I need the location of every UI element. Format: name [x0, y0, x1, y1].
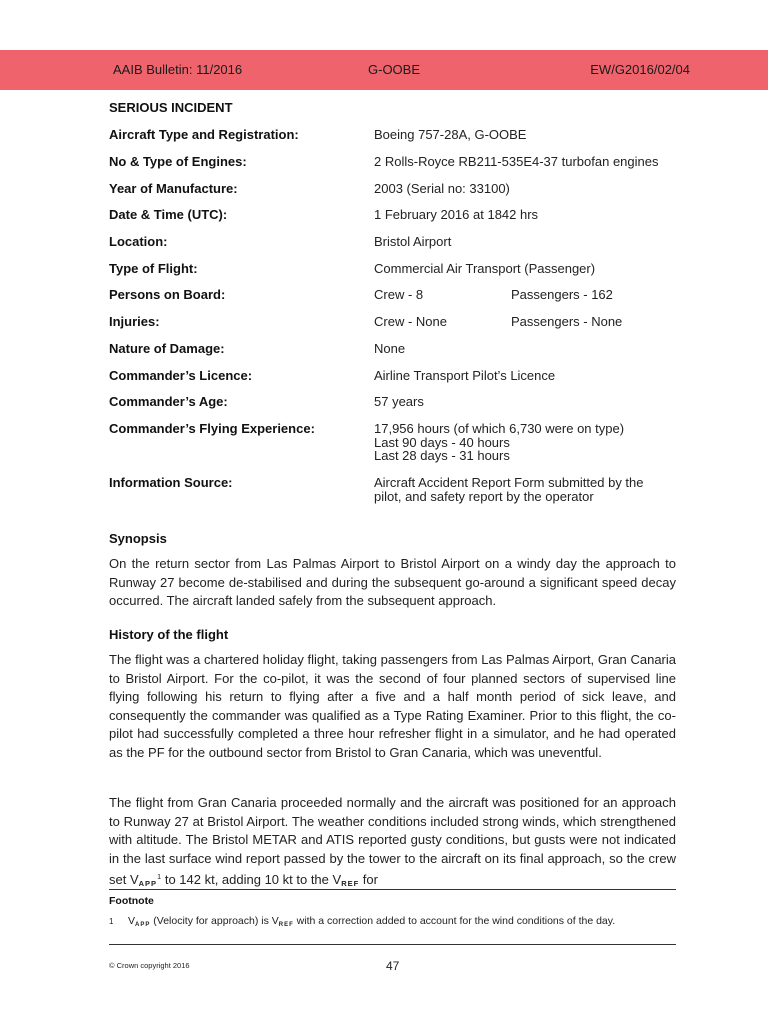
vapp-subscript: APP: [138, 879, 158, 889]
fact-value-crew: Crew - 8: [374, 287, 424, 302]
fact-value-passengers: Passengers - 162: [511, 287, 613, 302]
paragraph-text: The flight from Gran Canaria proceeded normally and the aircraft was positioned for an approach to Runway 27 at Bristol Airport. The weather conditions included strong winds, which strengthened with altitude. The Bristol METAR and ATIS reported gusty conditions, but gusts were not indicated in the last surface wind report passed by the tower to the aircraft on its final approach, so the crew set V: [109, 795, 676, 888]
fact-label: Information Source:: [109, 475, 233, 490]
fact-value: Bristol Airport: [374, 234, 452, 249]
fact-value-line: Last 28 days - 31 hours: [374, 448, 510, 463]
fact-value-crew: Crew - None: [374, 314, 447, 329]
synopsis-paragraph: On the return sector from Las Palmas Airport to Bristol Airport on a windy day the approach to Runway 27 become de-stabilised and during the subsequent go-around a significant speed decay occurred. The aircraft landed safely from the subsequent approach.: [109, 556, 676, 609]
fact-value: [374, 476, 679, 503]
footnote-number: 1: [109, 917, 114, 926]
fact-value-line: 17,956 hours (of which 6,730 were on type): [374, 421, 625, 436]
fact-label: Nature of Damage:: [109, 341, 225, 356]
fact-label: Injuries:: [109, 314, 160, 329]
fact-value-line: Aircraft Accident Report Form submitted by the: [374, 475, 644, 490]
fact-value: 1 February 2016 at 1842 hrs: [374, 207, 539, 222]
fact-label: Commander’s Licence:: [109, 368, 253, 383]
fact-value-passengers: Passengers - None: [511, 314, 623, 329]
fact-value: Commercial Air Transport (Passenger): [374, 261, 596, 276]
fact-label: No & Type of Engines:: [109, 154, 247, 169]
bulletin-number: AAIB Bulletin: 11/2016: [113, 62, 243, 77]
footnote-part: V: [128, 915, 136, 927]
incident-title: SERIOUS INCIDENT: [109, 100, 233, 115]
vapp-subscript: APP: [135, 922, 151, 928]
fact-value-line: pilot, and safety report by the operator: [374, 488, 594, 504]
page-number: 47: [386, 959, 400, 973]
fact-value-line: Last 90 days - 40 hours: [374, 434, 510, 450]
footnote-reference: 1: [157, 872, 162, 882]
footer-divider: [109, 944, 676, 945]
fact-label: Location:: [109, 234, 168, 249]
paragraph-text: to 142 kt, adding 10 kt to the V: [161, 872, 342, 888]
fact-label: Persons on Board:: [109, 287, 226, 302]
history-paragraph: The flight was a chartered holiday flight, taking passengers from Las Palmas Airport, Gran Canaria to Bristol Airport. For the co-pilot, it was the second of four planned sectors of supervised line flying following his return to flying after a five and a half month period of sick leave, and consequently the commander was qualified as a Type Rating Examiner. Prior to this flight, the co-pilot had successfully completed a three hour refresher flight in a simulator, and he had operated as the PF for the outbound sector from Bristol to Gran Canaria, which was uneventful.: [109, 652, 676, 760]
history-paragraph-2: [109, 794, 676, 894]
aircraft-registration: G-OOBE: [368, 62, 421, 77]
fact-label: Year of Manufacture:: [109, 181, 238, 196]
fact-value: 2003 (Serial no: 33100): [374, 181, 510, 196]
history-heading: History of the flight: [109, 627, 229, 642]
paragraph-text: for: [359, 872, 378, 888]
footnote-text: [128, 915, 615, 928]
fact-value: None: [374, 341, 406, 356]
fact-label: Type of Flight:: [109, 261, 198, 276]
fact-value: 2 Rolls-Royce RB211-535E4-37 turbofan engines: [374, 154, 659, 169]
footnote-part: with a correction added to account for the wind conditions of the day.: [293, 915, 616, 927]
fact-value: [374, 422, 679, 463]
vref-subscript: REF: [341, 879, 360, 889]
fact-value: 57 years: [374, 394, 424, 409]
fact-label: Date & Time (UTC):: [109, 207, 228, 222]
synopsis-heading: Synopsis: [109, 531, 167, 546]
fact-label: Aircraft Type and Registration:: [109, 127, 299, 142]
vref-subscript: REF: [278, 922, 294, 928]
fact-label: Commander’s Flying Experience:: [109, 421, 315, 436]
footnote-heading: Footnote: [109, 895, 154, 907]
footnote-divider: [109, 889, 676, 890]
fact-label: Commander’s Age:: [109, 394, 228, 409]
fact-value: Boeing 757-28A, G-OOBE: [374, 127, 527, 142]
footnote-part: (Velocity for approach) is V: [150, 915, 279, 927]
copyright-notice: © Crown copyright 2016: [109, 961, 190, 970]
report-reference: EW/G2016/02/04: [590, 62, 690, 77]
fact-value: Airline Transport Pilot’s Licence: [374, 368, 556, 383]
